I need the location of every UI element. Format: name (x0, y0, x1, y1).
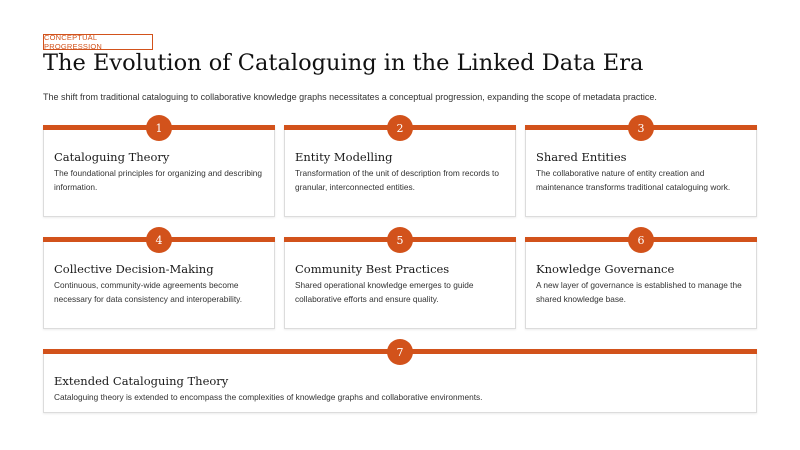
step-title: Cataloguing Theory (54, 150, 170, 164)
step-description: Transformation of the unit of description from records to granular, interconnected entities. (295, 168, 499, 192)
page-subtitle: The shift from traditional cataloguing to collaborative knowledge graphs necessitates a conceptual progression, expanding the scope of metadata practice. (43, 92, 657, 102)
step-title: Extended Cataloguing Theory (54, 374, 229, 388)
step-card-6 (525, 233, 757, 329)
step-title: Shared Entities (536, 150, 627, 164)
step-title: Collective Decision-Making (54, 262, 214, 276)
step-number-badge: 6 (628, 227, 654, 253)
step-number-badge: 4 (146, 227, 172, 253)
step-description: The collaborative nature of entity creation and maintenance transforms traditional cataloguing work. (536, 168, 731, 192)
step-description: Continuous, community-wide agreements become necessary for data consistency and interoperability. (54, 280, 243, 304)
section-tag: CONCEPTUAL PROGRESSION (43, 34, 153, 50)
step-number-badge: 7 (387, 339, 413, 365)
step-title: Entity Modelling (295, 150, 393, 164)
step-number-badge: 2 (387, 115, 413, 141)
step-description: Cataloguing theory is extended to encompass the complexities of knowledge graphs and collaborative environments. (54, 392, 483, 402)
step-description: The foundational principles for organizing and describing information. (54, 168, 263, 192)
step-description: A new layer of governance is established to manage the shared knowledge base. (536, 280, 742, 304)
step-number-badge: 3 (628, 115, 654, 141)
step-description: Shared operational knowledge emerges to guide collaborative efforts and ensure quality. (295, 280, 474, 304)
page-title: The Evolution of Cataloguing in the Linked Data Era (43, 50, 644, 76)
step-card-1 (43, 121, 275, 217)
step-number-badge: 1 (146, 115, 172, 141)
step-card-2 (284, 121, 516, 217)
step-card-7 (43, 345, 757, 413)
step-title: Knowledge Governance (536, 262, 675, 276)
step-number-badge: 5 (387, 227, 413, 253)
step-card-5 (284, 233, 516, 329)
step-title: Community Best Practices (295, 262, 450, 276)
step-card-4 (43, 233, 275, 329)
step-card-3 (525, 121, 757, 217)
